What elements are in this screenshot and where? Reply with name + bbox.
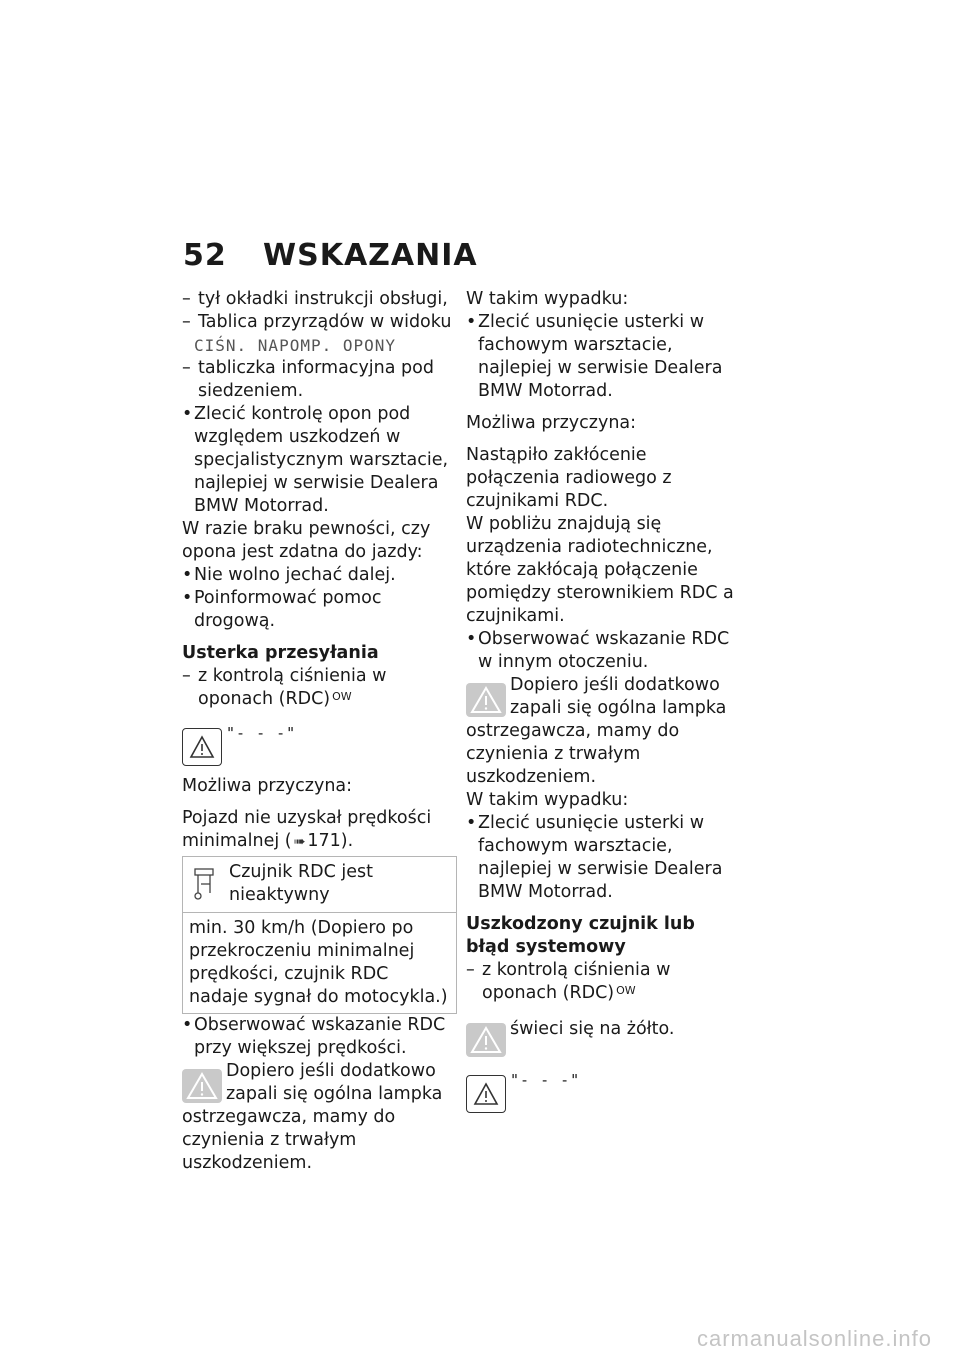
- warning-note: [182, 1060, 457, 1106]
- list-item: • Poinformować pomoc drogową.: [182, 587, 457, 633]
- warning-indicator-row: [466, 1067, 741, 1113]
- paragraph: W takim wypadku:: [466, 790, 629, 810]
- warning-triangle-icon: [182, 728, 222, 766]
- paragraph: W pobliżu znajdują się urządzenia radiotechniczne, które zakłócają połączenie pomiędzy sterownikiem RDC a czujnikami.: [466, 514, 734, 626]
- subheading: Usterka przesyłania: [182, 643, 379, 663]
- paragraph: ostrzegawcza, mamy do czynienia z trwałym uszkodzeniem.: [466, 721, 680, 787]
- reference-open: (: [284, 831, 292, 851]
- list-item-text: z kontrolą ciśnienia w oponach (RDC): [482, 960, 671, 1003]
- info-table: [182, 856, 457, 1014]
- warning-note: [466, 674, 741, 720]
- paragraph: ostrzegawcza, mamy do czynienia z trwałym uszkodzeniem.: [182, 1107, 396, 1173]
- paragraph-text: świeci się na żółto.: [510, 1019, 675, 1039]
- display-text: CIŚN. NAPOMP. OPONY: [194, 336, 397, 355]
- list-item-text: z kontrolą ciśnienia w oponach (RDC): [198, 666, 387, 709]
- warning-note: [466, 1014, 741, 1058]
- table-row: [183, 857, 456, 913]
- arrow-right-icon: ➠: [293, 834, 306, 850]
- warning-indicator-row: [182, 720, 457, 766]
- list-item: – tabliczka informacyjna pod siedzeniem.: [182, 357, 457, 403]
- warning-triangle-icon: [466, 682, 506, 718]
- warning-triangle-icon: [182, 1068, 222, 1104]
- paragraph: Możliwa przyczyna:: [182, 776, 353, 796]
- display-text: "- - -": [510, 1071, 581, 1089]
- list-item: • Zlecić usunięcie usterki w fachowym warsztacie, najlepiej w serwisie Dealera BMW Motorrad.: [466, 311, 741, 403]
- warning-triangle-icon: [466, 1022, 506, 1058]
- right-column: [466, 288, 741, 1113]
- list-item: • Nie wolno jechać dalej.: [182, 564, 457, 587]
- list-item: [466, 959, 741, 1005]
- paragraph: Możliwa przyczyna:: [466, 413, 637, 433]
- paragraph: Nastąpiło zakłócenie połączenia radiowego z czujnikami RDC.: [466, 445, 672, 511]
- list-item: • Obserwować wskazanie RDC w innym otoczeniu.: [466, 628, 741, 674]
- tire-sensor-icon: [189, 861, 229, 908]
- table-cell: Czujnik RDC jest nieaktywny: [229, 862, 374, 905]
- page-number: 52: [183, 238, 227, 273]
- subheading: Uszkodzony czujnik lub błąd systemowy: [466, 914, 695, 957]
- section-title: WSKAZANIA: [263, 238, 478, 273]
- paragraph: W razie braku pewności, czy opona jest zdatna do jazdy:: [182, 519, 431, 562]
- page-header: [183, 238, 478, 278]
- list-item: – Tablica przyrządów w widoku: [182, 311, 457, 334]
- paragraph-text: Pojazd nie uzyskał prędkości minimalnej: [182, 808, 432, 851]
- list-item: • Zlecić usunięcie usterki w fachowym warsztacie, najlepiej w serwisie Dealera BMW Motorrad.: [466, 812, 741, 904]
- list-item: • Zlecić kontrolę opon pod względem uszkodzeń w specjalistycznym warsztacie, najlepiej w serwisie Dealera BMW Motorrad.: [182, 403, 457, 518]
- option-superscript: OW: [332, 690, 352, 703]
- list-item: • Obserwować wskazanie RDC przy większej prędkości.: [182, 1014, 457, 1060]
- table-row: min. 30 km/h (Dopiero po przekroczeniu minimalnej prędkości, czujnik RDC nadaje sygnał do motocykla.): [189, 918, 448, 1007]
- left-column: [182, 288, 457, 1175]
- paragraph: W takim wypadku:: [466, 289, 629, 309]
- option-superscript: OW: [616, 984, 636, 997]
- watermark: carmanualsonline.info: [696, 1326, 932, 1351]
- warning-triangle-icon: [466, 1075, 506, 1113]
- display-text: "- - -": [226, 724, 297, 742]
- paragraph-text: Dopiero jeśli dodatkowo zapali się ogólna lampka: [510, 675, 727, 718]
- paragraph: [182, 807, 457, 854]
- list-item: [182, 665, 457, 711]
- paragraph-text: Dopiero jeśli dodatkowo zapali się ogólna lampka: [226, 1061, 443, 1104]
- list-item: – tył okładki instrukcji obsługi,: [182, 288, 457, 311]
- page-reference: 171).: [307, 831, 354, 851]
